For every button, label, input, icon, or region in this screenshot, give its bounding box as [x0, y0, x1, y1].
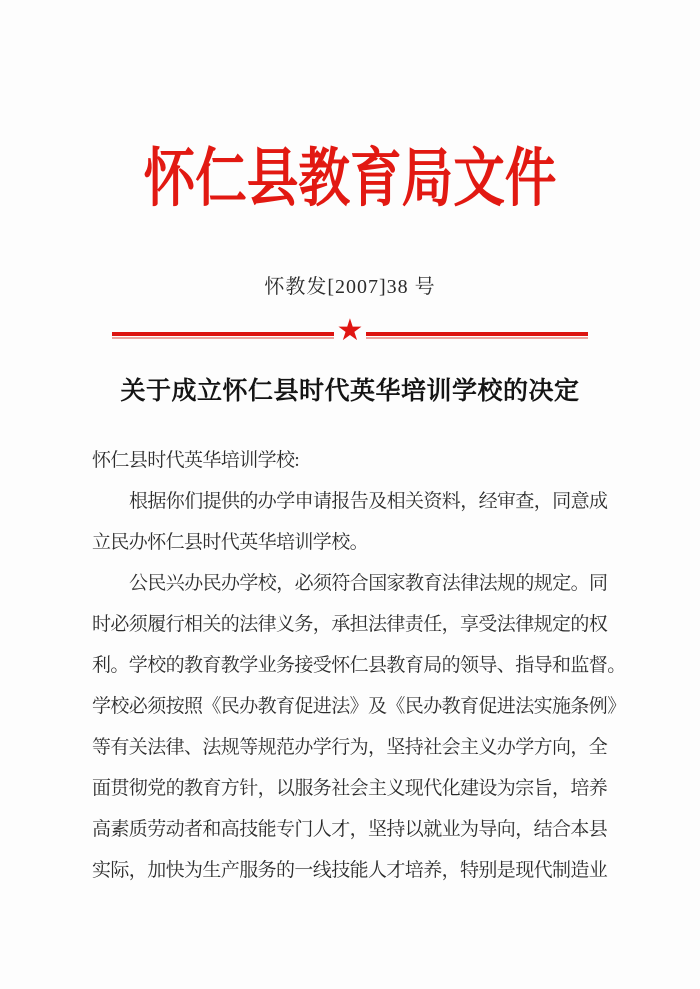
body-line: 实际，加快为生产服务的一线技能人才培养，特别是现代制造业	[92, 860, 608, 881]
agency-header-title	[0, 138, 700, 220]
body-line: 等有关法律、法规等规范办学行为，坚持社会主义办学方向，全	[92, 737, 608, 758]
body-line: 高素质劳动者和高技能专门人才，坚持以就业为导向，结合本县	[92, 819, 608, 840]
red-divider	[112, 313, 588, 348]
body-line: 公民兴办民办学校，必须符合国家教育法律法规的规定。同	[129, 573, 608, 594]
body-line: 面贯彻党的教育方针，以服务社会主义现代化建设为宗旨，培养	[92, 778, 608, 799]
divider-line-right	[366, 332, 588, 339]
document-title: 关于成立怀仁县时代英华培训学校的决定	[120, 378, 580, 405]
body-line: 时必须履行相关的法律义务，承担法律责任，享受法律规定的权	[92, 614, 608, 635]
body-line: 立民办怀仁县时代英华培训学校。	[92, 532, 369, 553]
body-line: 根据你们提供的办学申请报告及相关资料，经审查，同意成	[129, 491, 608, 512]
body-line: 学校必须按照《民办教育促进法》及《民办教育促进法实施条例》	[92, 696, 626, 717]
star-icon: ★	[336, 313, 364, 348]
document-body	[92, 440, 626, 891]
agency-header-title-text: 怀仁县教育局文件	[143, 144, 557, 214]
document-number: 怀教发[2007]38 号	[264, 276, 436, 298]
divider-line-left	[112, 332, 334, 339]
body-line: 利。学校的教育教学业务接受怀仁县教育局的领导、指导和监督。	[92, 655, 626, 676]
body-line-salutation: 怀仁县时代英华培训学校:	[92, 450, 300, 471]
